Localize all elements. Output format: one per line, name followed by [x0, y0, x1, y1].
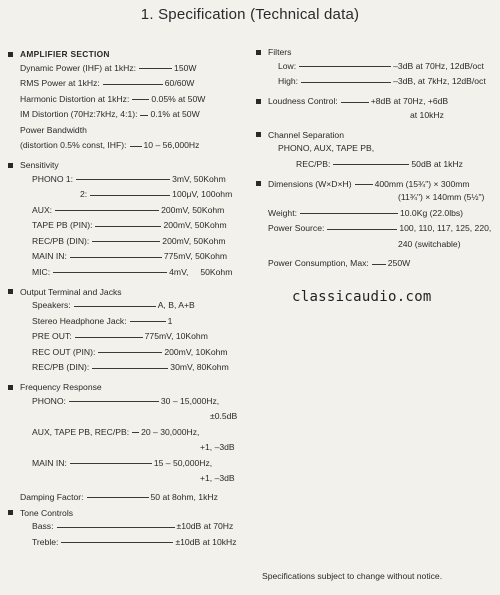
bullet-icon [256, 99, 261, 104]
spec-row-power-source: Power Source: 100, 110, 117, 125, 220, [268, 223, 492, 234]
spec-row-bass: Bass: ±10dB at 70Hz [32, 521, 234, 532]
spec-row-loudness-cont: at 10kHz [410, 109, 444, 120]
bullet-icon [256, 50, 261, 55]
loudness-heading: Loudness Control: +8dB at 70Hz, +6dB [256, 95, 496, 107]
spec-row-aux: AUX: 200mV, 50Kohm [32, 204, 225, 215]
leader-line [90, 195, 170, 196]
bullet-icon [8, 163, 13, 168]
leader-line [70, 463, 152, 464]
spec-row-phono-2: 2: 100μV, 100ohm [80, 189, 233, 200]
leader-line [333, 164, 409, 165]
spec-row-harmonic-distortion: Harmonic Distortion at 1kHz: 0.05% at 50W [20, 93, 206, 104]
leader-line [95, 226, 161, 227]
left-column [8, 42, 248, 550]
spec-row-dynamic-power: Dynamic Power (IHF) at 1kHz: 150W [20, 62, 197, 73]
leader-line [69, 401, 159, 402]
spec-row-rec-pb: REC/PB (DIN): 200mV, 50Kohm [32, 235, 226, 246]
leader-line [92, 368, 168, 369]
spec-row-rms-power: RMS Power at 1kHz: 60/60W [20, 78, 195, 89]
bullet-icon [8, 52, 13, 57]
frequency-heading: Frequency Response [8, 381, 248, 393]
spec-row-damping: Damping Factor: 50 at 8ohm, 1kHz [20, 491, 218, 502]
filters-rows [256, 58, 496, 89]
spec-row-separation-recpb: REC/PB: 50dB at 1kHz [296, 158, 463, 169]
leader-line [132, 99, 149, 100]
leader-line [132, 432, 139, 433]
spec-row-phono-1: PHONO 1: 3mV, 50Kohm [32, 173, 226, 184]
spec-row-freq-phono: PHONO: 30 – 15,000Hz, [32, 395, 220, 406]
spec-row-im-distortion: IM Distortion (70Hz:7kHz, 4:1): 0.1% at 50W [20, 109, 200, 120]
tone-rows [8, 519, 248, 550]
leader-line [130, 321, 166, 322]
spec-row-rec-out: REC OUT (PIN): 200mV, 10Kohm [32, 346, 228, 357]
leader-line [92, 241, 160, 242]
leader-line [341, 102, 369, 103]
spec-row-freq-main-in: MAIN IN: 15 – 50,000Hz, [32, 457, 213, 468]
bullet-icon [8, 289, 13, 294]
leader-line [355, 184, 373, 185]
leader-line [53, 272, 167, 273]
spec-row-weight: Weight: 10.0Kg (22.0lbs) [268, 207, 464, 218]
leader-line [140, 115, 148, 116]
leader-line [139, 68, 172, 69]
separation-heading: Channel Separation [256, 129, 496, 141]
right-column [256, 46, 496, 271]
leader-line [299, 66, 391, 67]
bullet-icon [8, 385, 13, 390]
spec-row-freq-aux: AUX, TAPE PB, REC/PB: 20 – 30,000Hz, [32, 426, 200, 437]
footnote: Specifications subject to change without notice. [262, 571, 443, 581]
leader-line [372, 264, 386, 265]
spec-row-main-in: MAIN IN: 775mV, 50Kohm [32, 251, 228, 262]
amplifier-rows [8, 60, 248, 153]
page-title: 1. Specification (Technical data) [140, 6, 360, 23]
spec-row-separation-inputs: PHONO, AUX, TAPE PB, [278, 143, 375, 154]
spec-row-freq-phono-tol: ±0.5dB [210, 411, 238, 422]
leader-line [327, 229, 397, 230]
leader-line [103, 84, 163, 85]
spec-row-rec-pb-din: REC/PB (DIN): 30mV, 80Kohm [32, 362, 229, 373]
spec-row-treble: Treble: ±10dB at 10kHz [32, 536, 237, 547]
spec-row-power-source-cont: 240 (switchable) [398, 238, 461, 249]
bullet-icon [256, 181, 261, 186]
leader-line [98, 352, 162, 353]
spec-row-pre-out: PRE OUT: 775mV, 10Kohm [32, 331, 208, 342]
spec-row-power-bandwidth: Power Bandwidth [20, 124, 87, 135]
leader-line [76, 179, 170, 180]
misc-rows [256, 205, 496, 271]
bullet-icon [256, 132, 261, 137]
spec-row-power-bandwidth-detail: (distortion 0.5% const, IHF): 10 – 56,000Hz [20, 140, 200, 151]
spec-row-tape-pb: TAPE PB (PIN): 200mV, 50Kohm [32, 220, 227, 231]
spec-row-filter-low: Low: –3dB at 70Hz, 12dB/oct [278, 60, 484, 71]
watermark: classicaudio.com [292, 289, 432, 305]
leader-line [75, 337, 143, 338]
spec-row-headphone: Stereo Headphone Jack: 1 [32, 315, 173, 326]
separation-rows [256, 141, 496, 172]
sensitivity-heading: Sensitivity [8, 159, 248, 171]
tone-heading: Tone Controls [8, 507, 248, 519]
bullet-icon [8, 510, 13, 515]
spec-row-freq-main-tol: +1, –3dB [200, 473, 235, 484]
leader-line [87, 497, 149, 498]
leader-line [57, 527, 175, 528]
output-heading: Output Terminal and Jacks [8, 286, 248, 298]
frequency-rows [8, 393, 248, 486]
spec-row-power-consumption: Power Consumption, Max: 250W [268, 258, 411, 269]
leader-line [300, 213, 398, 214]
amplifier-section-heading: AMPLIFIER SECTION [8, 48, 248, 60]
leader-line [61, 542, 173, 543]
spec-row-filter-high: High: –3dB, at 7kHz, 12dB/oct [278, 76, 486, 87]
leader-line [74, 306, 156, 307]
sensitivity-rows [8, 171, 248, 280]
leader-line [130, 146, 142, 147]
leader-line [301, 82, 391, 83]
dimensions-heading: Dimensions (W×D×H) 400mm (15¾") × 300mm [256, 178, 496, 190]
spec-row-dimensions-cont: (11¾") × 140mm (5½") [398, 192, 485, 203]
spec-row-freq-aux-tol: +1, –3dB [200, 442, 235, 453]
filters-heading: Filters [256, 46, 496, 58]
spec-row-mic: MIC: 4mV, 50Kohm [32, 266, 233, 277]
output-rows [8, 298, 248, 376]
leader-line [70, 257, 162, 258]
spec-row-speakers: Speakers: A, B, A+B [32, 300, 195, 311]
leader-line [55, 210, 159, 211]
